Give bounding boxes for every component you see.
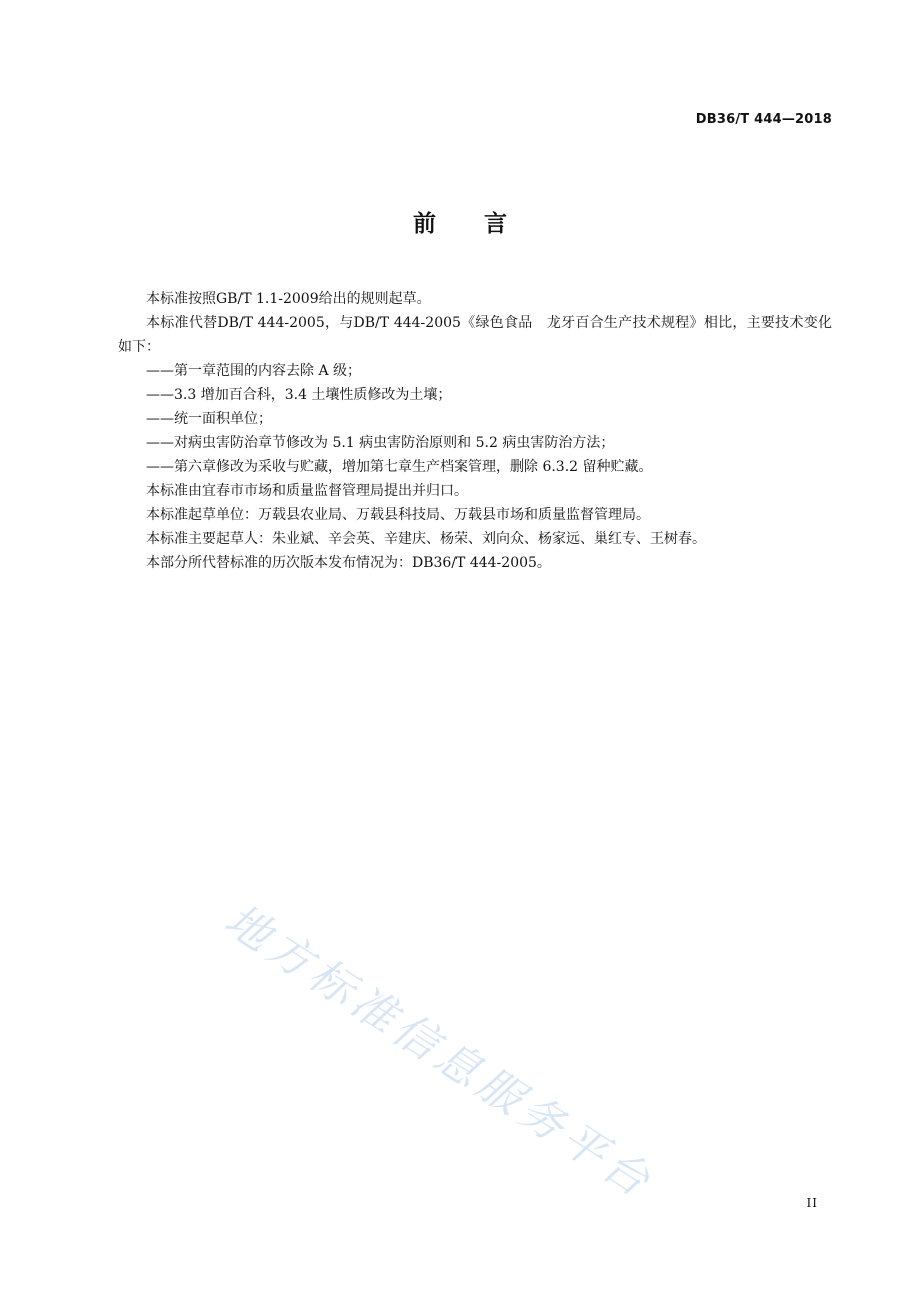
watermark-text: 地方标准信息服务平台 xyxy=(215,894,663,1210)
paragraph-proposer: 本标准由宜春市市场和质量监督管理局提出并归口。 xyxy=(146,483,468,499)
document-code: DB36/T 444—2018 xyxy=(695,112,832,127)
paragraph-drafters: 本标准主要起草人：朱业斌、辛会英、辛建庆、杨荣、刘向众、杨家远、巢红专、王树春。 xyxy=(146,531,706,547)
paragraph-version-history: 本部分所代替标准的历次版本发布情况为：DB36/T 444-2005。 xyxy=(146,555,551,571)
change-item-pest-control: ——对病虫害防治章节修改为 5.1 病虫害防治原则和 5.2 病虫害防治方法； xyxy=(146,435,615,451)
change-item-units: ——统一面积单位； xyxy=(146,411,272,427)
change-item-harvest: ——第六章修改为采收与贮藏，增加第七章生产档案管理，删除 6.3.2 留种贮藏。 xyxy=(146,459,653,475)
foreword-body xyxy=(118,287,832,575)
paragraph-drafting-units: 本标准起草单位：万载县农业局、万载县科技局、万载县市场和质量监督管理局。 xyxy=(146,507,650,523)
page-number: II xyxy=(806,1196,818,1210)
paragraph-replacement: 本标准代替DB/T 444-2005，与DB/T 444-2005《绿色食品 龙牙百合生产技术规程》相比，主要技术变化如下： xyxy=(118,315,832,355)
page-title: 前言 xyxy=(413,211,555,237)
paragraph-drafting-rules: 本标准按照GB/T 1.1-2009给出的规则起草。 xyxy=(146,291,431,307)
change-item-terms: ——3.3 增加百合科，3.4 土壤性质修改为土壤； xyxy=(146,387,452,403)
change-item-scope: ——第一章范围的内容去除 A 级； xyxy=(146,363,362,379)
